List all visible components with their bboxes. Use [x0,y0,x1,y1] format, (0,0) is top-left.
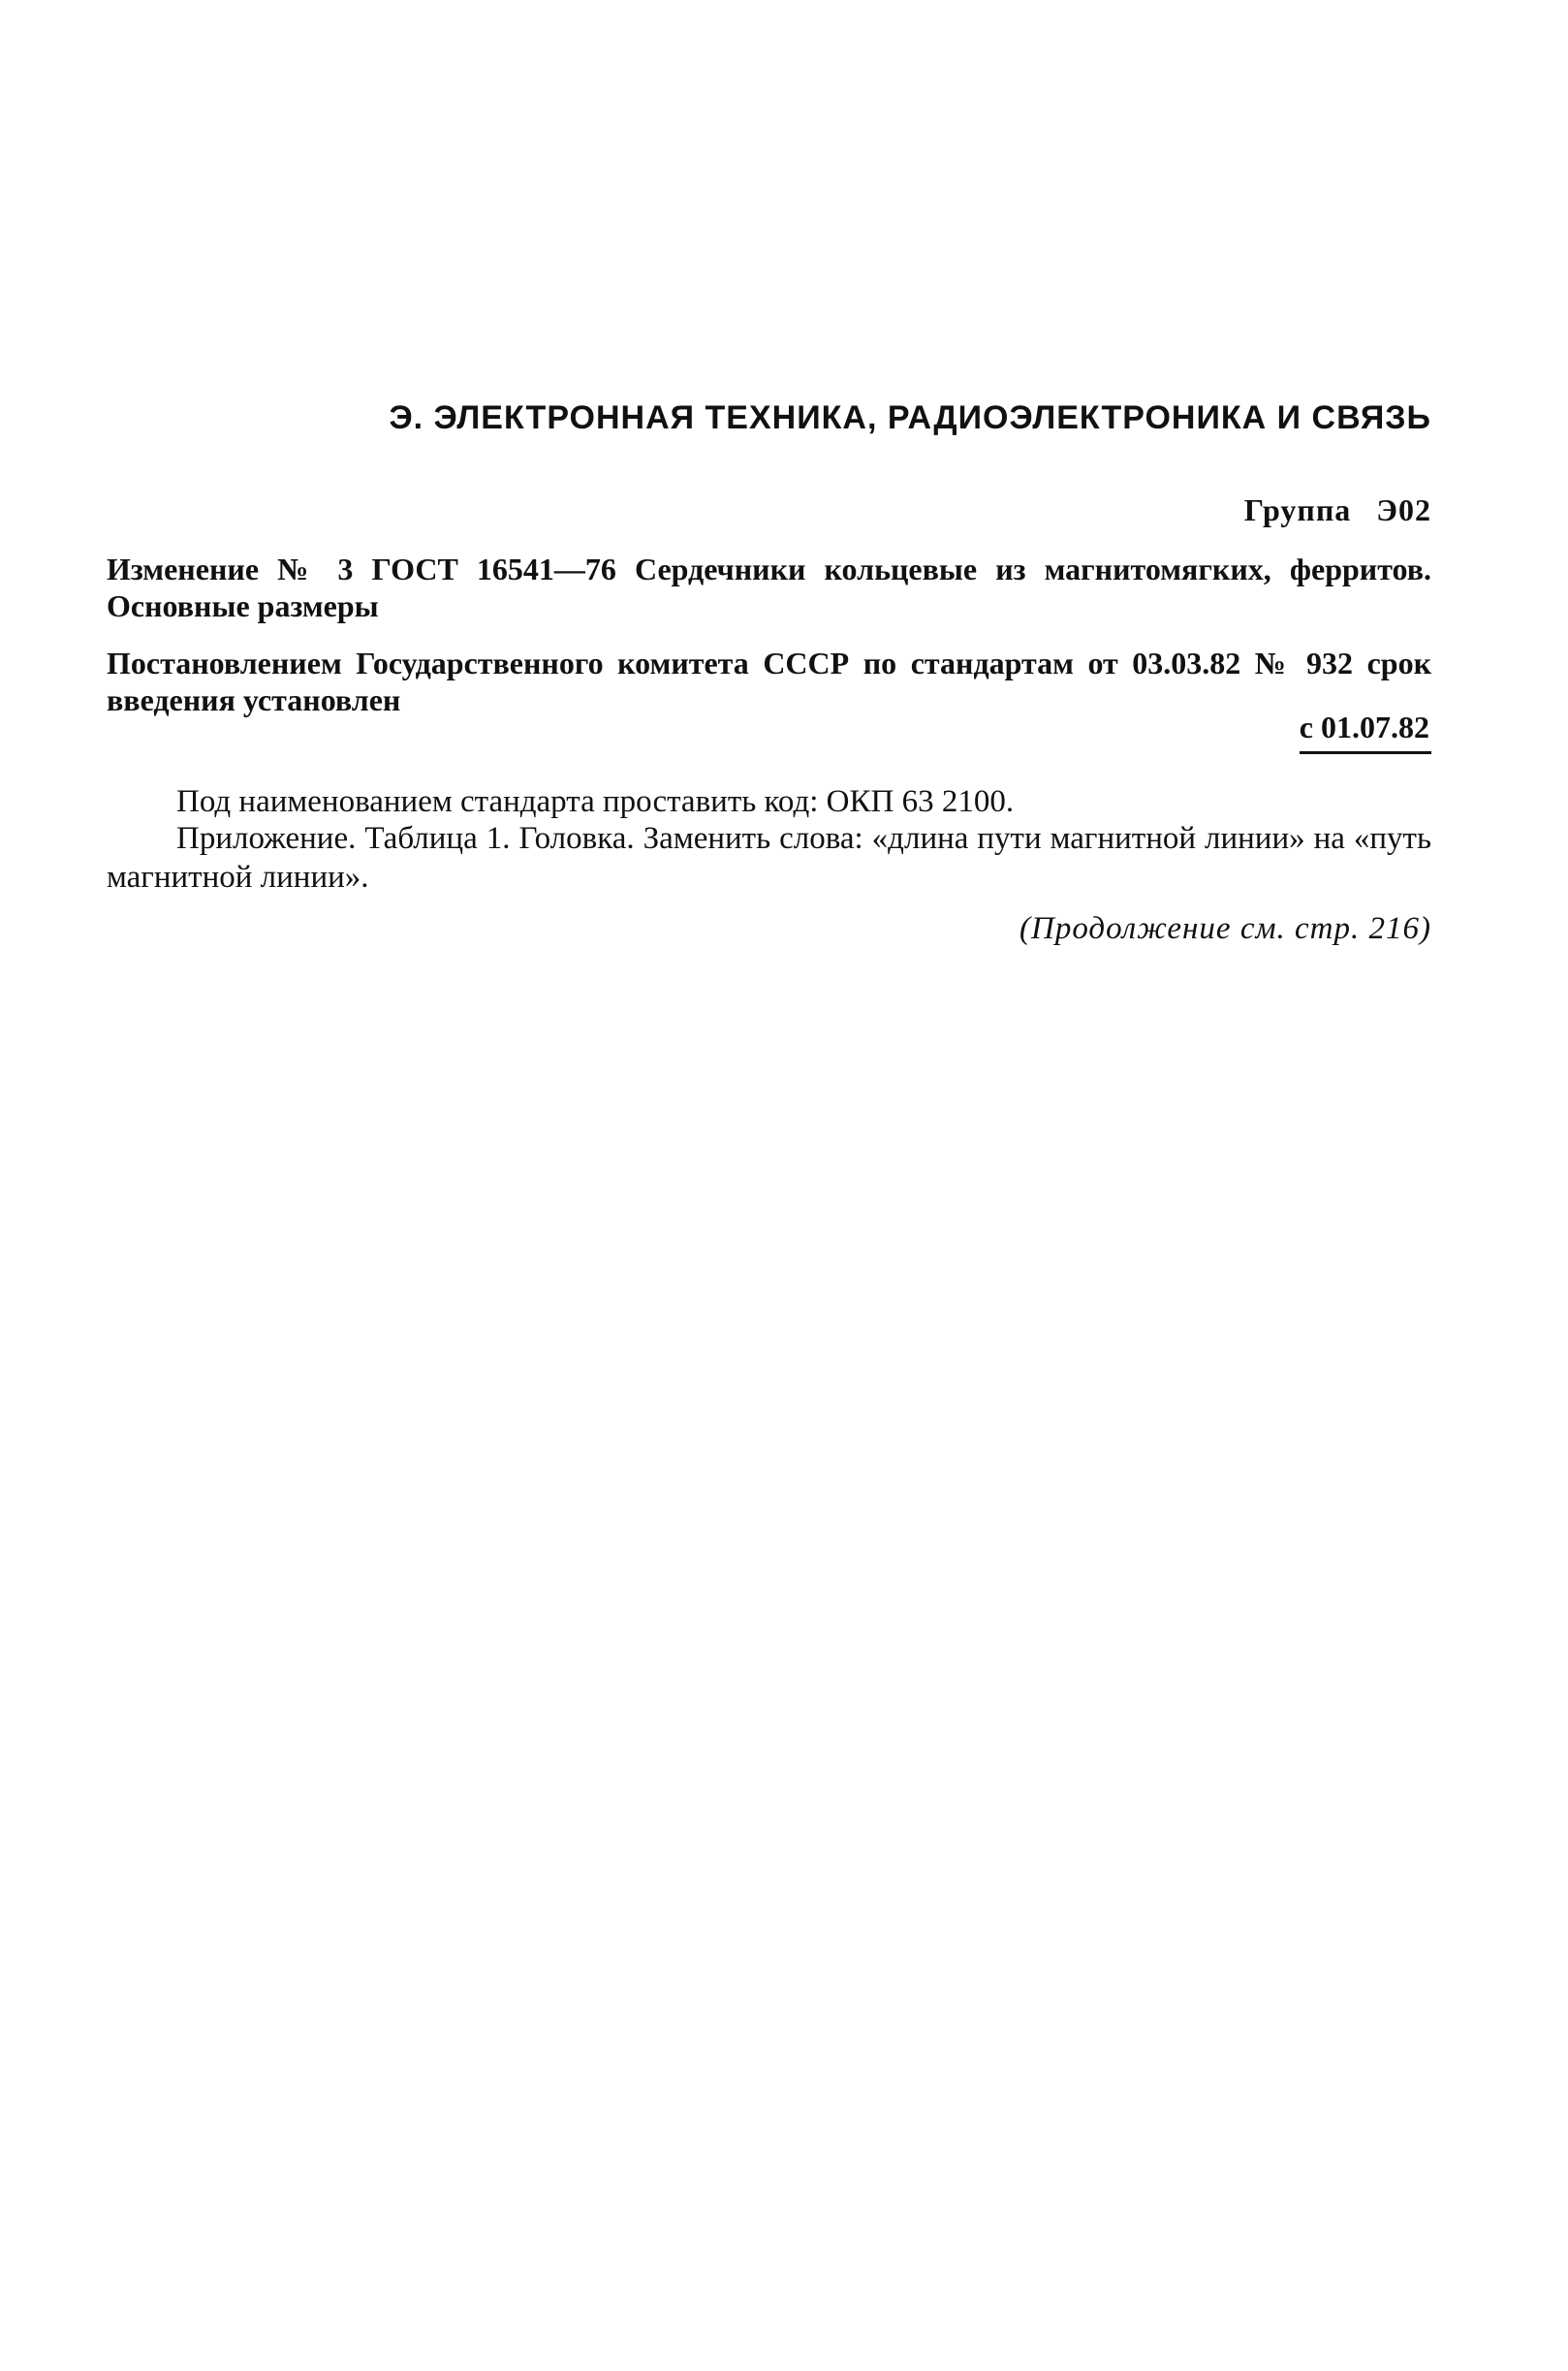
group-label: Группа [1243,492,1352,527]
section-heading: Э. ЭЛЕКТРОННАЯ ТЕХНИКА, РАДИОЭЛЕКТРОНИКА И СВЯЗЬ [389,399,1431,436]
change-title: Изменение № 3 ГОСТ 16541—76 Сердечники кольцевые из магнитомягких, ферритов. Основные размеры [107,552,1431,623]
paragraph-appendix-change: Приложение. Таблица 1. Головка. Заменить слова: «длина пути магнитной линии» на «путь магнитной линии». [107,821,1431,895]
continuation-note: (Продолжение см. стр. 216) [1019,911,1431,946]
effective-date-line [107,710,1431,754]
group-line [107,492,1431,528]
paragraph-okp-code: Под наименованием стандарта проставить код: ОКП 63 2100. [176,784,1015,819]
group-code: Э02 [1376,492,1431,527]
effective-date: с 01.07.82 [1300,710,1431,754]
decree-text: Постановлением Государственного комитета СССР по стандартам от 03.03.82 № 932 срок введения установлен [107,646,1431,717]
